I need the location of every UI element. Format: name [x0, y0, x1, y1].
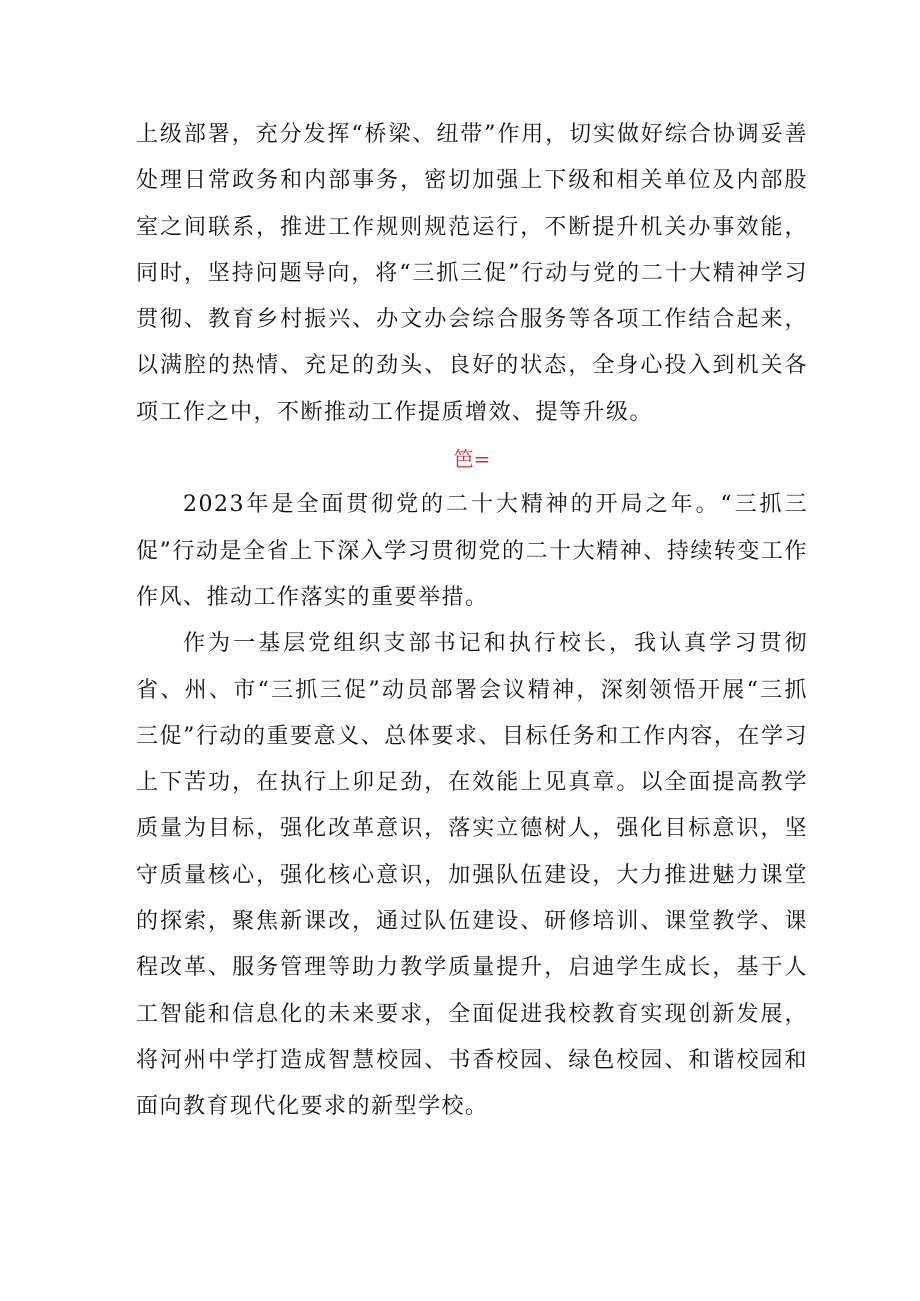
- document-body: [136, 112, 808, 1131]
- paragraph-opening: 2023年是全面贯彻党的二十大精神的开局之年。“三抓三促”行动是全省上下深入学习贯彻党的二十大精神、持续转变工作作风、推动工作落实的重要举措。: [136, 492, 808, 610]
- paragraph-continuation: 上级部署，充分发挥“桥梁、纽带”作用，切实做好综合协调妥善处理日常政务和内部事务，密切加强上下级和相关单位及内部股室之间联系，推进工作规则规范运行，不断提升机关办事效能，同时，坚持问题导向，将“三抓三促”行动与党的二十大精神学习贯彻、教育乡村振兴、办文办会综合服务等各项工作结合起来，以满腔的热情、充足的劲头、良好的状态，全身心投入到机关各项工作之中，不断推动工作提质增效、提等升级。: [136, 122, 808, 425]
- paragraph-main: 作为一基层党组织支部书记和执行校长，我认真学习贯彻省、州、市“三抓三促”动员部署会议精神，深刻领悟开展“三抓三促”行动的重要意义、总体要求、目标任务和工作内容，在学习上下苦功，在执行上卯足劲，在效能上见真章。以全面提高教学质量为目标，强化改革意识，落实立德树人，强化目标意识，坚守质量核心，强化核心意识，加强队伍建设，大力推进魅力课堂的探索，聚焦新课改，通过队伍建设、研修培训、课堂教学、课程改革、服务管理等助力教学质量提升，启迪学生成长，基于人工智能和信息化的未来要求，全面促进我校教育实现创新发展，将河州中学打造成智慧校园、书香校园、绿色校园、和谐校园和面向教育现代化要求的新型学校。: [136, 631, 808, 1120]
- section-mark: 笆=: [453, 447, 491, 472]
